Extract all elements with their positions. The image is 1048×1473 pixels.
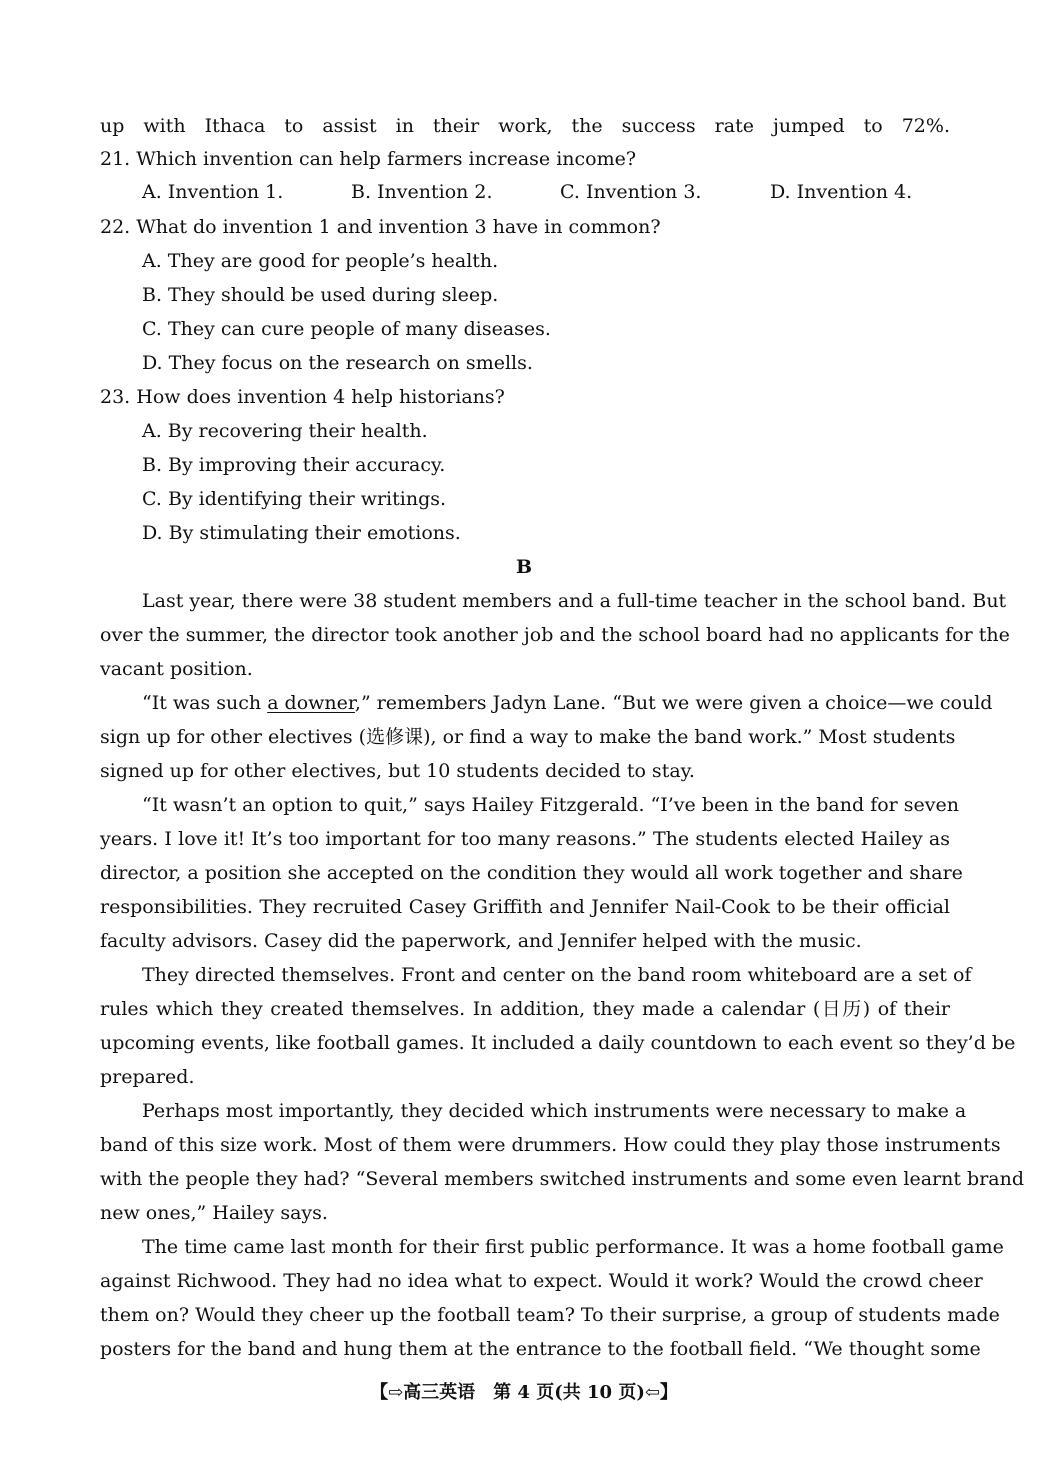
passage-text: ,” remembers Jadyn Lane. “But we were given a choice—we could	[354, 692, 993, 714]
passage-line: band of this size work. Most of them were drummers. How could they play those instruments	[100, 1134, 1001, 1156]
underlined-phrase: a downer	[267, 692, 355, 714]
question-22-option-b: B. They should be used during sleep.	[142, 284, 499, 306]
passage-line: posters for the band and hung them at the entrance to the football field. “We thought some	[100, 1338, 981, 1360]
question-22-option-a: A. They are good for people’s health.	[142, 250, 499, 272]
intro-line: up with Ithaca to assist in their work, the success rate jumped to 72%.	[100, 115, 950, 137]
passage-line: new ones,” Hailey says.	[100, 1202, 328, 1224]
passage-line: them on? Would they cheer up the football team? To their surprise, a group of students made	[100, 1304, 1000, 1326]
passage-line: director, a position she accepted on the condition they would all work together and share	[100, 862, 963, 884]
question-21-option-b: B. Invention 2.	[351, 181, 493, 203]
passage-line: responsibilities. They recruited Casey Griffith and Jennifer Nail-Cook to be their official	[100, 896, 950, 918]
passage-line	[142, 691, 993, 715]
question-23-option-b: B. By improving their accuracy.	[142, 454, 446, 476]
passage-line: faculty advisors. Casey did the paperwork, and Jennifer helped with the music.	[100, 930, 862, 952]
passage-line: against Richwood. They had no idea what to expect. Would it work? Would the crowd cheer	[100, 1270, 983, 1292]
passage-line: Perhaps most importantly, they decided which instruments were necessary to make a	[142, 1100, 967, 1122]
passage-line: They directed themselves. Front and center on the band room whiteboard are a set of	[142, 964, 972, 986]
passage-line: prepared.	[100, 1066, 195, 1088]
section-heading: B	[515, 556, 533, 578]
question-21-option-c: C. Invention 3.	[560, 181, 702, 203]
passage-line: sign up for other electives (选修课), or find a way to make the band work.” Most students	[100, 726, 956, 748]
passage-line: upcoming events, like football games. It included a daily countdown to each event so they’d be	[100, 1032, 1016, 1054]
passage-line: over the summer, the director took another job and the school board had no applicants for the	[100, 624, 1010, 646]
question-21-option-d: D. Invention 4.	[770, 181, 913, 203]
question-23-option-d: D. By stimulating their emotions.	[142, 522, 461, 544]
passage-text: “It was such	[142, 692, 268, 714]
question-22-option-c: C. They can cure people of many diseases.	[142, 318, 551, 340]
question-21-option-a: A. Invention 1.	[142, 181, 284, 203]
passage-line: vacant position.	[100, 658, 253, 680]
passage-line: years. I love it! It’s too important for too many reasons.” The students elected Hailey as	[100, 828, 950, 850]
passage-line: The time came last month for their first public performance. It was a home football game	[142, 1236, 1004, 1258]
question-22-option-d: D. They focus on the research on smells.	[142, 352, 533, 374]
question-21-stem: 21. Which invention can help farmers increase income?	[100, 148, 637, 170]
question-23-option-c: C. By identifying their writings.	[142, 488, 447, 510]
question-23-stem: 23. How does invention 4 help historians?	[100, 386, 505, 408]
passage-line: rules which they created themselves. In addition, they made a calendar (日历) of their	[100, 998, 950, 1020]
passage-line: signed up for other electives, but 10 students decided to stay.	[100, 760, 695, 782]
page-footer: 【⇨高三英语 第 4 页(共 10 页)⇦】	[370, 1382, 678, 1403]
passage-line: Last year, there were 38 student members and a full-time teacher in the school band. But	[142, 590, 1007, 612]
question-22-stem: 22. What do invention 1 and invention 3 have in common?	[100, 216, 661, 238]
question-23-option-a: A. By recovering their health.	[142, 420, 428, 442]
passage-line: “It wasn’t an option to quit,” says Hailey Fitzgerald. “I’ve been in the band for seven	[142, 794, 959, 816]
passage-line: with the people they had? “Several members switched instruments and some even learnt brand	[100, 1168, 1025, 1190]
